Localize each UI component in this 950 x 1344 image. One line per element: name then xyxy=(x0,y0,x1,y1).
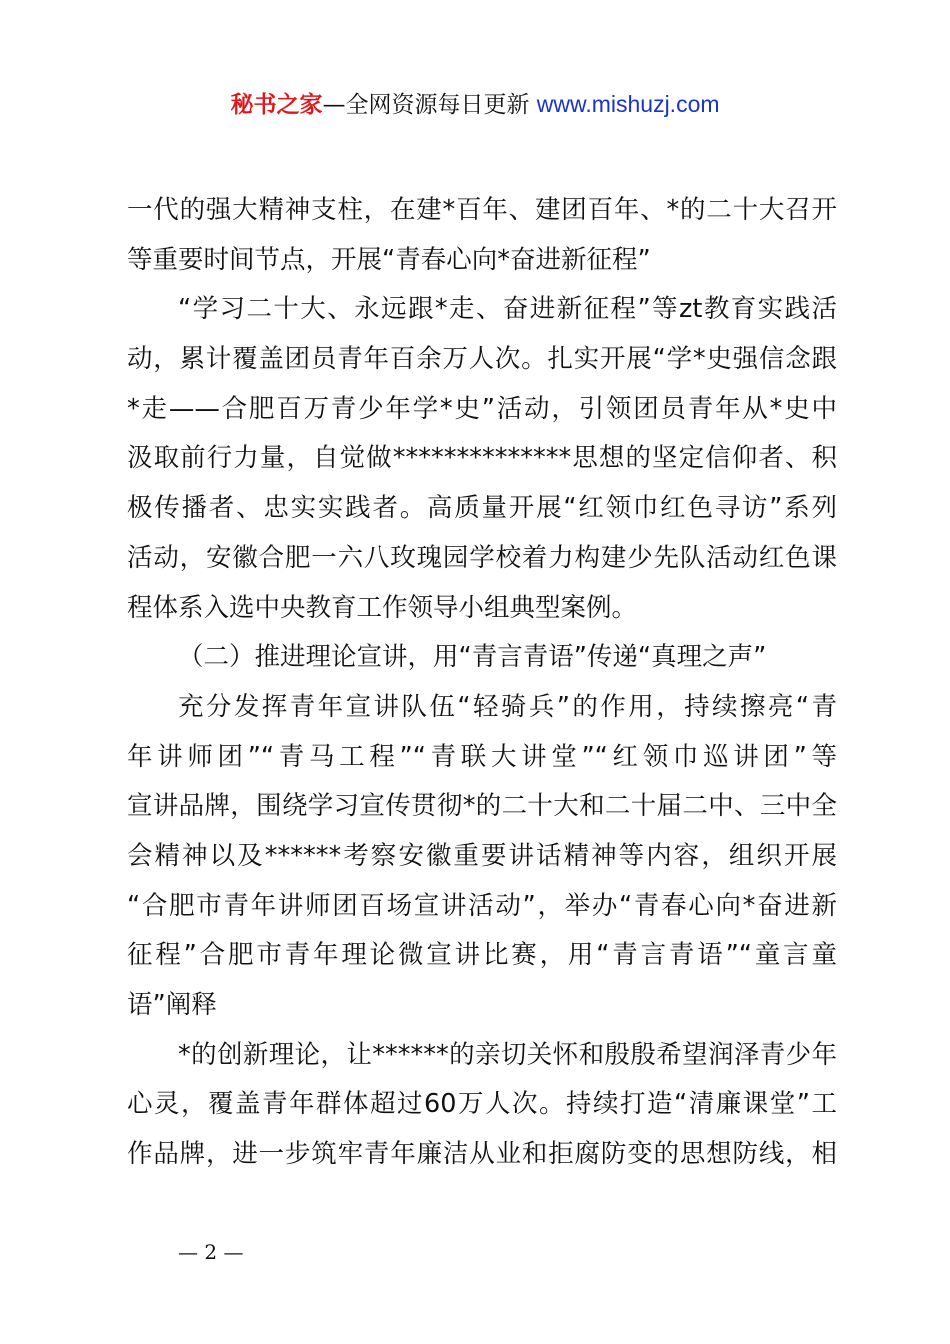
text-line: “合肥市青年讲师团百场宣讲活动”，举办“青春心向*奋进新 xyxy=(127,890,837,921)
text-line: 程体系入选中央教育工作领导小组典型案例。 xyxy=(127,592,638,623)
text-line: *的创新理论，让******的亲切关怀和殷殷希望润泽青少年 xyxy=(178,1039,837,1070)
text-line: “学习二十大、永远跟*走、奋进新征程”等zt教育实践活 xyxy=(178,294,837,325)
text-line: 充分发挥青年宣讲队伍“轻骑兵”的作用，持续擦亮“青 xyxy=(178,691,837,722)
text-line: 宣讲品牌，围绕学习宣传贯彻*的二十大和二十届二中、三中全 xyxy=(127,791,837,822)
text-line: 动，累计覆盖团员青年百余万人次。扎实开展“学*史强信念跟 xyxy=(127,344,837,375)
text-line: 征程”合肥市青年理论微宣讲比赛，用“青言青语”“童言童 xyxy=(127,940,837,971)
text-line: 活动，安徽合肥一六八玫瑰园学校着力构建少先队活动红色课 xyxy=(127,542,837,573)
section-heading: （二）推进理论宣讲，用“青言青语”传递“真理之声” xyxy=(178,642,767,673)
site-header xyxy=(0,88,950,121)
text-line: 年讲师团”“青马工程”“青联大讲堂”“红领巾巡讲团”等 xyxy=(127,741,837,772)
site-brand: 秘书之家 xyxy=(230,92,323,118)
text-line: *走——合肥百万青少年学*史”活动，引领团员青年从*史中 xyxy=(127,393,837,424)
page-number: — 2 — xyxy=(178,1240,244,1264)
site-tagline: —全网资源每日更新 xyxy=(322,92,537,118)
text-line: 一代的强大精神支柱，在建*百年、建团百年、*的二十大召开 xyxy=(127,195,837,225)
document-body xyxy=(127,186,837,1180)
text-line: 心灵，覆盖青年群体超过60万人次。持续打造“清廉课堂”工 xyxy=(127,1089,837,1120)
text-line: 极传播者、忠实实践者。高质量开展“红领巾红色寻访”系列 xyxy=(127,493,837,524)
text-line: 汲取前行力量，自觉做**************思想的坚定信仰者、积 xyxy=(127,443,837,474)
text-line: 等重要时间节点，开展“青春心向*奋进新征程” xyxy=(127,244,651,275)
site-url-link[interactable]: www.mishuzj.com xyxy=(536,91,720,117)
text-line: 语”阐释 xyxy=(127,990,217,1020)
text-line: 作品牌，进一步筑牢青年廉洁从业和拒腐防变的思想防线，相 xyxy=(127,1139,837,1170)
text-line: 会精神以及******考察安徽重要讲话精神等内容，组织开展 xyxy=(127,840,837,871)
